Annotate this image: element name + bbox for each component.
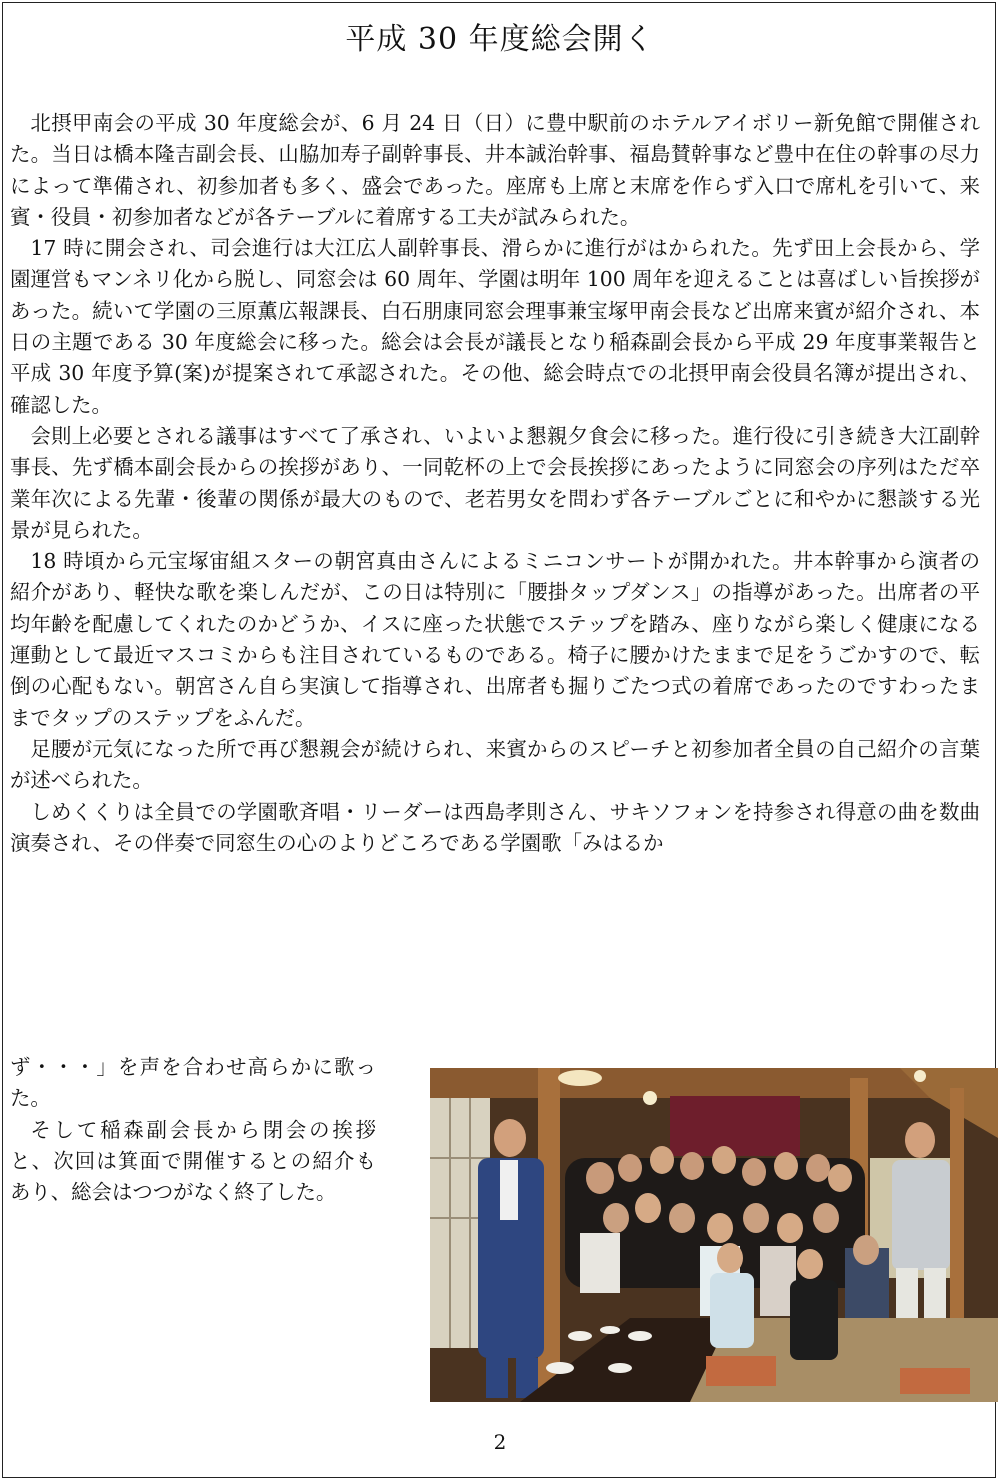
paragraph-6-continued: ず・・・」を声を合わせ高らかに歌った。	[10, 1055, 376, 1111]
article-body	[10, 108, 980, 859]
paragraph-2: 17 時に開会され、司会進行は大江広人副幹事長、滑らかに進行がはかられた。先ず田上会長から、学園運営もマンネリ化から脱し、同窓会は 60 周年、学園は明年 100 周年を迎えることは喜ばしい旨挨拶があった。続いて学園の三原薫広報課長、白石朋康同窓会理事兼宝塚甲南会長など出席来賓が紹介され、本日の主題である 30 年度総会に移った。総会は会長が議長となり稲森副会長から平成 29 年度事業報告と平成 30 年度予算(案)が提案されて承認された。その他、総会時点での北摂甲南会役員名簿が提出され、確認した。	[10, 236, 980, 417]
article-body-wrapped	[10, 1052, 376, 1208]
paragraph-5: 足腰が元気になった所で再び懇親会が続けられ、来賓からのスピーチと初参加者全員の自己紹介の言葉が述べられた。	[10, 736, 980, 793]
paragraph-1: 北摂甲南会の平成 30 年度総会が、6 月 24 日（日）に豊中駅前のホテルアイボリー新免館で開催された。当日は橋本隆吉副会長、山脇加寿子副幹事長、井本誠治幹事、福島賛幹事など豊中在住の幹事の尽力によって準備され、初参加者も多く、盛会であった。座席も上席と末席を作らず入口で席札を引いて、来賓・役員・初参加者などが各テーブルに着席する工夫が試みられた。	[10, 111, 980, 229]
page-number: 2	[493, 1430, 507, 1454]
paragraph-4: 18 時頃から元宝塚宙組スターの朝宮真由さんによるミニコンサートが開かれた。井本幹事から演者の紹介があり、軽快な歌を楽しんだが、この日は特別に「腰掛タップダンス」の指導があった。出席者の平均年齢を配慮してくれたのかどうか、イスに座った状態でステップを踏み、座りながら楽しく健康になる運動として最近マスコミからも注目されているものである。椅子に腰かけたままで足をうごかすので、転倒の心配もない。朝宮さん自ら実演して指導され、出席者も掘りごたつ式の着席であったのですわったままでタップのステップをふんだ。	[10, 549, 980, 730]
paragraph-3: 会則上必要とされる議事はすべて了承され、いよいよ懇親夕食会に移った。進行役に引き続き大江副幹事長、先ず橋本副会長からの挨拶があり、一同乾杯の上で会長挨拶にあったように同窓会の序列はただ卒業年次による先輩・後輩の関係が最大のもので、老若男女を問わず各テーブルごとに和やかに懇談する光景が見られた。	[10, 423, 980, 542]
group-photo-illustration	[430, 1068, 998, 1402]
page-title: 平成 30 年度総会開く	[345, 22, 655, 57]
group-photo	[430, 1068, 998, 1402]
paragraph-6: しめくくりは全員での学園歌斉唱・リーダーは西島孝則さん、サキソフォンを持参され得意の曲を数曲演奏され、その伴奏で同窓生の心のよりどころである学園歌「みはるか	[10, 799, 980, 855]
paragraph-7: そして稲森副会長から閉会の挨拶と、次回は箕面で開催するとの紹介もあり、総会はつつがなく終了した。	[10, 1117, 376, 1205]
